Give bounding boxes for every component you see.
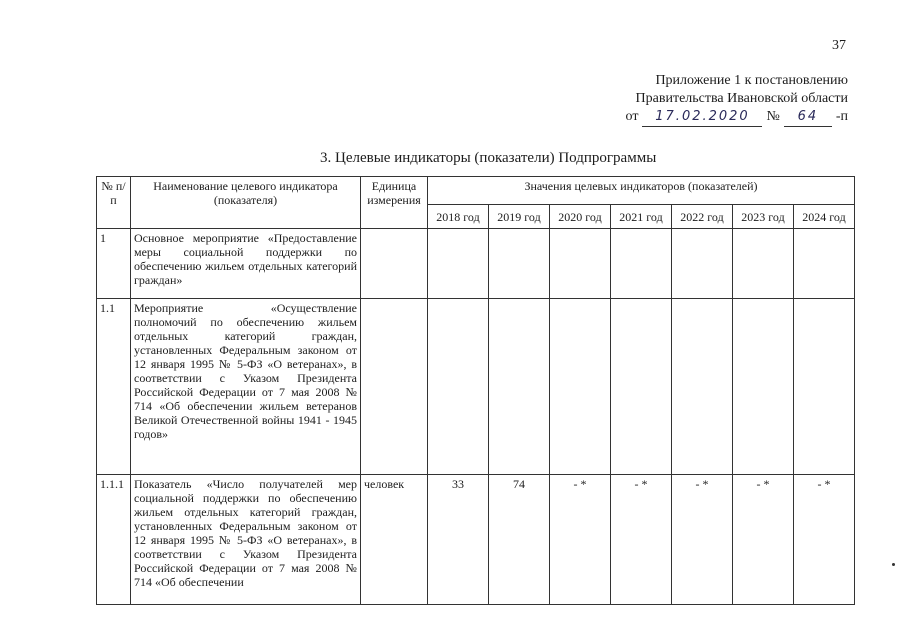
row-value: 74 (489, 475, 550, 605)
row-value (550, 299, 611, 475)
row-value: - * (611, 475, 672, 605)
row-value (672, 229, 733, 299)
table-row (97, 299, 855, 475)
date-prefix: от (625, 109, 639, 124)
appendix-date-line (626, 108, 848, 127)
row-num: 1.1 (97, 299, 131, 475)
row-value: - * (733, 475, 794, 605)
header-year: 2020 год (550, 205, 611, 229)
row-value (611, 299, 672, 475)
number-suffix: -п (835, 109, 848, 124)
row-unit (361, 229, 428, 299)
row-value: 33 (428, 475, 489, 605)
header-unit: Единица измерения (361, 177, 428, 229)
row-value: - * (672, 475, 733, 605)
row-value (428, 299, 489, 475)
row-value (428, 229, 489, 299)
row-value (794, 299, 855, 475)
stray-mark (892, 563, 895, 566)
appendix-header (626, 72, 848, 127)
header-num: № п/п (97, 177, 131, 229)
row-num: 1 (97, 229, 131, 299)
row-value (733, 229, 794, 299)
table-row (97, 475, 855, 605)
row-value: - * (550, 475, 611, 605)
table-row (97, 229, 855, 299)
header-year: 2023 год (733, 205, 794, 229)
appendix-line-2: Правительства Ивановской области (635, 91, 848, 106)
header-values: Значения целевых индикаторов (показателей) (428, 177, 855, 205)
section-title: 3. Целевые индикаторы (показатели) Подпрограммы (320, 150, 657, 166)
row-unit (361, 299, 428, 475)
row-name: Мероприятие «Осуществление полномочий по обеспечению жильем отдельных категорий граждан, установленных Федеральным законом от 12 января 1995 № 5-ФЗ «О ветеранах», в соответствии с Указом Президента Российской Федерации от 7 мая 2008 № 714 «Об обеспечении жильем ветеранов Великой Отечественной войны 1941 - 1945 годов» (131, 299, 361, 475)
row-value (550, 229, 611, 299)
row-value (794, 229, 855, 299)
page-number: 37 (832, 38, 846, 53)
number-prefix: № (766, 109, 780, 124)
header-year: 2024 год (794, 205, 855, 229)
indicators-table (96, 176, 855, 605)
row-name: Показатель «Число получателей мер социальной поддержки по обеспечению жильем отдельных категорий граждан, установленных Федеральным законом от 12 января 1995 № 5-ФЗ «О ветеранах», в соответствии с Указом Президента Российской Федерации от 7 мая 2008 № 714 «Об обеспечении (131, 475, 361, 605)
appendix-line-1: Приложение 1 к постановлению (655, 73, 848, 88)
row-unit: человек (361, 475, 428, 605)
header-name: Наименование целевого индикатора (показателя) (131, 177, 361, 229)
row-value (672, 299, 733, 475)
handwritten-date: 17.02.2020 (642, 108, 762, 127)
row-value (489, 299, 550, 475)
header-year: 2021 год (611, 205, 672, 229)
row-value: - * (794, 475, 855, 605)
row-value (733, 299, 794, 475)
row-num: 1.1.1 (97, 475, 131, 605)
row-value (611, 229, 672, 299)
handwritten-number: 64 (784, 108, 832, 127)
row-value (489, 229, 550, 299)
row-name: Основное мероприятие «Предоставление меры социальной поддержки по обеспечению жильем отдельных категорий граждан» (131, 229, 361, 299)
header-year: 2022 год (672, 205, 733, 229)
header-year: 2018 год (428, 205, 489, 229)
header-year: 2019 год (489, 205, 550, 229)
